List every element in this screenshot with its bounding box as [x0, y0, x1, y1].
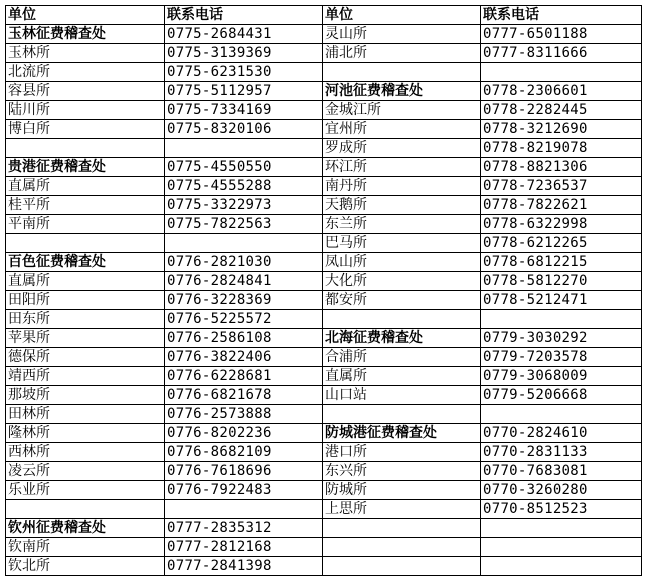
phone-cell: 0776-6821678 [165, 386, 323, 405]
unit-cell [323, 63, 481, 82]
phone-cell: 0776-2824841 [165, 272, 323, 291]
table-row [6, 443, 642, 462]
table-row [6, 25, 642, 44]
table-row [6, 367, 642, 386]
unit-cell: 灵山所 [323, 25, 481, 44]
unit-cell: 德保所 [6, 348, 165, 367]
table-row [6, 139, 642, 158]
unit-cell [6, 234, 165, 253]
phone-cell: 0775-2684431 [165, 25, 323, 44]
phone-cell: 0778-8821306 [481, 158, 642, 177]
phone-cell: 0770-7683081 [481, 462, 642, 481]
unit-cell: 那坡所 [6, 386, 165, 405]
unit-cell: 大化所 [323, 272, 481, 291]
table-row [6, 158, 642, 177]
table-row [6, 101, 642, 120]
unit-cell: 都安所 [323, 291, 481, 310]
phone-cell: 0778-6812215 [481, 253, 642, 272]
contact-table-body [6, 6, 642, 576]
table-row [6, 348, 642, 367]
phone-cell: 0777-2835312 [165, 519, 323, 538]
phone-cell [481, 405, 642, 424]
phone-cell: 0777-2841398 [165, 557, 323, 576]
header-unit: 单位 [6, 6, 165, 25]
phone-cell [481, 63, 642, 82]
unit-cell: 北流所 [6, 63, 165, 82]
unit-cell: 东兰所 [323, 215, 481, 234]
phone-cell: 0776-8682109 [165, 443, 323, 462]
group-heading-cell: 百色征费稽查处 [6, 253, 165, 272]
table-row [6, 500, 642, 519]
table-row [6, 215, 642, 234]
table-row [6, 462, 642, 481]
unit-cell: 苹果所 [6, 329, 165, 348]
phone-cell: 0778-3212690 [481, 120, 642, 139]
table-row [6, 196, 642, 215]
phone-cell: 0779-5206668 [481, 386, 642, 405]
unit-cell [323, 538, 481, 557]
phone-cell: 0776-2821030 [165, 253, 323, 272]
table-row [6, 291, 642, 310]
phone-cell: 0775-6231530 [165, 63, 323, 82]
phone-cell: 0779-3068009 [481, 367, 642, 386]
phone-cell: 0775-7334169 [165, 101, 323, 120]
phone-cell: 0775-4555288 [165, 177, 323, 196]
unit-cell [323, 310, 481, 329]
phone-cell: 0778-7822621 [481, 196, 642, 215]
phone-cell: 0779-3030292 [481, 329, 642, 348]
table-row [6, 310, 642, 329]
phone-cell [481, 310, 642, 329]
unit-cell: 钦南所 [6, 538, 165, 557]
unit-cell: 西林所 [6, 443, 165, 462]
table-row [6, 557, 642, 576]
unit-cell: 直属所 [6, 272, 165, 291]
unit-cell: 凌云所 [6, 462, 165, 481]
phone-cell: 0775-4550550 [165, 158, 323, 177]
unit-cell: 防城所 [323, 481, 481, 500]
unit-cell: 天鹅所 [323, 196, 481, 215]
unit-cell: 合浦所 [323, 348, 481, 367]
phone-cell: 0775-8320106 [165, 120, 323, 139]
table-row [6, 538, 642, 557]
table-row [6, 329, 642, 348]
unit-cell: 上思所 [323, 500, 481, 519]
table-row [6, 82, 642, 101]
phone-cell: 0776-2586108 [165, 329, 323, 348]
group-heading-cell: 北海征费稽查处 [323, 329, 481, 348]
table-row [6, 481, 642, 500]
phone-cell: 0770-2831133 [481, 443, 642, 462]
phone-cell: 0776-7618696 [165, 462, 323, 481]
unit-cell: 凤山所 [323, 253, 481, 272]
table-row [6, 519, 642, 538]
unit-cell: 巴马所 [323, 234, 481, 253]
table-row [6, 234, 642, 253]
header-phone-2: 联系电话 [481, 6, 642, 25]
unit-cell: 东兴所 [323, 462, 481, 481]
phone-cell: 0776-5225572 [165, 310, 323, 329]
phone-cell: 0778-2282445 [481, 101, 642, 120]
group-heading-cell: 防城港征费稽查处 [323, 424, 481, 443]
unit-cell: 玉林所 [6, 44, 165, 63]
table-row [6, 44, 642, 63]
phone-cell [165, 500, 323, 519]
unit-cell [6, 500, 165, 519]
phone-cell: 0770-8512523 [481, 500, 642, 519]
phone-cell [165, 139, 323, 158]
table-row [6, 120, 642, 139]
table-row [6, 177, 642, 196]
unit-cell: 博白所 [6, 120, 165, 139]
phone-cell: 0779-7203578 [481, 348, 642, 367]
phone-cell: 0778-6322998 [481, 215, 642, 234]
phone-cell: 0776-6228681 [165, 367, 323, 386]
group-heading-cell: 贵港征费稽查处 [6, 158, 165, 177]
header-row [6, 6, 642, 25]
unit-cell: 金城江所 [323, 101, 481, 120]
unit-cell: 直属所 [323, 367, 481, 386]
phone-cell: 0770-3260280 [481, 481, 642, 500]
unit-cell: 容县所 [6, 82, 165, 101]
unit-cell: 直属所 [6, 177, 165, 196]
unit-cell [323, 405, 481, 424]
group-heading-cell: 河池征费稽查处 [323, 82, 481, 101]
unit-cell: 南丹所 [323, 177, 481, 196]
phone-cell: 0776-8202236 [165, 424, 323, 443]
phone-cell: 0775-3322973 [165, 196, 323, 215]
phone-cell: 0777-2812168 [165, 538, 323, 557]
header-unit-2: 单位 [323, 6, 481, 25]
group-heading-cell: 钦州征费稽查处 [6, 519, 165, 538]
phone-cell: 0777-6501188 [481, 25, 642, 44]
unit-cell [323, 519, 481, 538]
unit-cell: 环江所 [323, 158, 481, 177]
unit-cell: 平南所 [6, 215, 165, 234]
phone-cell: 0776-7922483 [165, 481, 323, 500]
unit-cell: 浦北所 [323, 44, 481, 63]
unit-cell [323, 557, 481, 576]
unit-cell: 乐业所 [6, 481, 165, 500]
phone-cell: 0770-2824610 [481, 424, 642, 443]
phone-cell [481, 519, 642, 538]
unit-cell: 靖西所 [6, 367, 165, 386]
unit-cell: 山口站 [323, 386, 481, 405]
phone-cell: 0778-5212471 [481, 291, 642, 310]
unit-cell: 桂平所 [6, 196, 165, 215]
phone-cell [481, 538, 642, 557]
group-heading-cell: 玉林征费稽查处 [6, 25, 165, 44]
phone-cell: 0776-2573888 [165, 405, 323, 424]
table-row [6, 405, 642, 424]
phone-cell [481, 557, 642, 576]
table-row [6, 253, 642, 272]
unit-cell: 田东所 [6, 310, 165, 329]
table-row [6, 386, 642, 405]
phone-cell: 0778-6212265 [481, 234, 642, 253]
unit-cell [6, 139, 165, 158]
unit-cell: 田阳所 [6, 291, 165, 310]
phone-cell: 0776-3822406 [165, 348, 323, 367]
phone-cell: 0778-2306601 [481, 82, 642, 101]
phone-cell: 0778-8219078 [481, 139, 642, 158]
phone-cell: 0776-3228369 [165, 291, 323, 310]
unit-cell: 港口所 [323, 443, 481, 462]
unit-cell: 陆川所 [6, 101, 165, 120]
phone-cell: 0778-7236537 [481, 177, 642, 196]
unit-cell: 钦北所 [6, 557, 165, 576]
unit-cell: 田林所 [6, 405, 165, 424]
table-row [6, 63, 642, 82]
unit-cell: 隆林所 [6, 424, 165, 443]
phone-cell: 0775-7822563 [165, 215, 323, 234]
phone-cell: 0775-5112957 [165, 82, 323, 101]
phone-cell [165, 234, 323, 253]
phone-cell: 0778-5812270 [481, 272, 642, 291]
phone-cell: 0775-3139369 [165, 44, 323, 63]
phone-cell: 0777-8311666 [481, 44, 642, 63]
table-row [6, 272, 642, 291]
contact-table [5, 5, 642, 576]
unit-cell: 宜州所 [323, 120, 481, 139]
unit-cell: 罗成所 [323, 139, 481, 158]
header-phone: 联系电话 [165, 6, 323, 25]
table-row [6, 424, 642, 443]
